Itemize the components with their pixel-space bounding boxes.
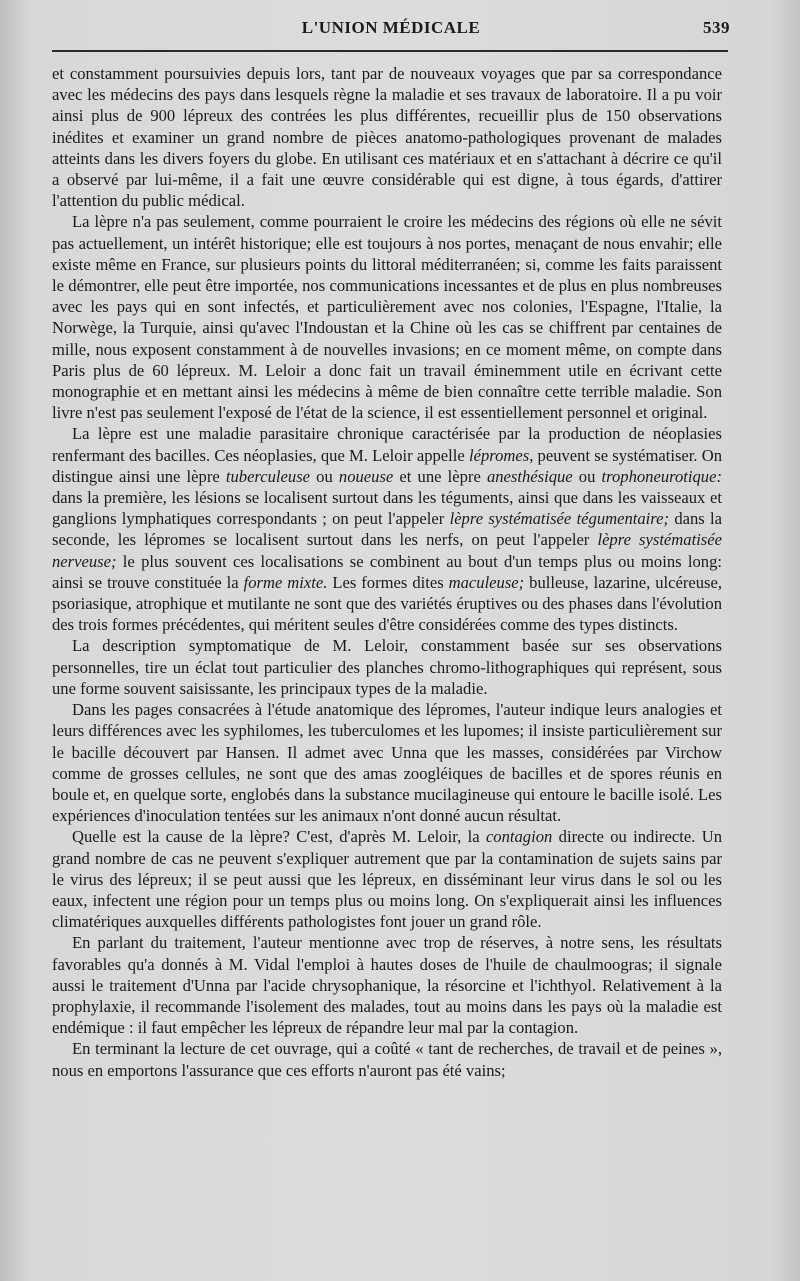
- text-run: , peuvent se systématiser. On distingue ainsi une lèpre: [52, 445, 723, 486]
- text-run: dans la première, les lésions se localisent surtout dans les téguments, ainsi que dans les vaisseaux et ganglions lymphatiques correspondants ; on peut l'appeler: [52, 488, 722, 529]
- italic-term: trophoneurotique:: [601, 466, 722, 486]
- italic-term: lèpre systématisée nerveuse;: [52, 530, 722, 571]
- italic-term: tuberculeuse: [225, 466, 311, 486]
- text-run: Les formes dites: [327, 572, 449, 592]
- text-run: le plus souvent ces localisations se combinent au bout d'un temps plus ou moins long: ainsi se trouve constituée la: [52, 551, 722, 592]
- running-title: L'UNION MÉDICALE: [301, 18, 481, 37]
- text-run: La lèpre est une maladie parasitaire chronique caractérisée par la production de néoplasies renfermant des bacilles. Ces néoplasies, que M. Leloir appelle: [52, 424, 722, 465]
- paragraph: En parlant du traitement, l'auteur mentionne avec trop de réserves, à notre sens, les résultats favorables qu'a donnés à M. Vidal l'emploi à hautes doses de l'huile de chaulmoogras; il signale aussi le traitement d'Unna par l'acide chrysophanique, la résorcine et l'ichthyol. Relativement à la prophylaxie, il recommande l'isolement des malades, tout au moins dans les pays où la maladie est endémique : il faut empêcher les lépreux de répandre leur mal par la contagion.: [52, 933, 722, 1038]
- paragraph: Dans les pages consacrées à l'étude anatomique des lépromes, l'auteur indique leurs analogies et leurs différences avec les syphilomes, les tuberculomes et les lupomes; il insiste particulièrement sur le bacille découvert par Hansen. Il admet avec Unna que les masses, considérées par Virchow comme de grosses cellules, ne sont que des amas zoogléiques de bacilles et de spores réunis en boule et, en quelque sorte, englobés dans la substance mucilagineuse qui entoure le bacille isolé. Les expériences d'inoculation tentées sur les animaux n'ont donné aucun résultat.: [52, 700, 722, 826]
- text-run: bulleuse, lazarine, ulcéreuse, psoriasique, atrophique et mutilante ne sont que des variétés éruptives ou des phases dans l'évolution des trois formes précédentes, qui méritent seules d'être considérées comme des types distincts.: [52, 572, 722, 635]
- italic-term: maculeuse;: [448, 572, 525, 592]
- paragraph: [52, 423, 722, 635]
- running-head: [52, 18, 730, 44]
- italic-term: anesthésique: [486, 466, 573, 486]
- italic-term: lépromes: [468, 445, 530, 465]
- text-run: ou: [310, 466, 339, 486]
- text-run: Quelle est la cause de la lèpre? C'est, d'après M. Leloir, la: [72, 827, 486, 847]
- header-rule: [52, 50, 728, 52]
- paragraph: et constamment poursuivies depuis lors, tant par de nouveaux voyages que par sa correspondance avec les médecins des pays dans lesquels règne la maladie et ses travaux de laboratoire. Il a pu voir ainsi plus de 900 lépreux des contrées les plus différentes, recueillir plus de 150 observations inédites et examiner un grand nombre de pièces anatomo-pathologiques provenant de malades atteints dans les divers foyers du globe. En utilisant ces matériaux et en s'attachant à décrire ce qu'il a observé par lui-même, il a fait une œuvre considérable qui est digne, à tous égards, d'attirer l'attention du public médical.: [52, 64, 722, 211]
- italic-term: lèpre systématisée tégumentaire;: [449, 509, 670, 529]
- body-text: [52, 63, 722, 1081]
- paragraph: [52, 826, 722, 932]
- paragraph: En terminant la lecture de cet ouvrage, qui a coûté « tant de recherches, de travail et de peines », nous en emportons l'assurance que ces efforts n'auront pas été vains;: [52, 1039, 722, 1080]
- page-number: 539: [703, 18, 730, 37]
- italic-term: noueuse: [338, 466, 394, 486]
- italic-term: contagion: [485, 827, 553, 847]
- text-run: directe ou indirecte. Un grand nombre de cas ne peuvent s'expliquer autrement que par la contamination de sujets sains par le virus des lépreux; il se peut aussi que les lépreux, en disséminant leur virus dans le sol ou les eaux, infectent une région pour un temps plus ou moins long. On s'expliquerait ainsi les influences climatériques auxquelles différents pathologistes font jouer un grand rôle.: [52, 827, 722, 932]
- paragraph: La lèpre n'a pas seulement, comme pourraient le croire les médecins des régions où elle ne sévit pas actuellement, un intérêt historique; elle est toujours à nos portes, menaçant de nous envahir; elle existe même en France, sur plusieurs points du littoral méditerranéen; si, comme les faits paraissent le démontrer, elle peut être importée, nos communications incessantes et de plus en plus nombreuses avec les pays qui en sont infectés, et particulièrement avec nos colonies, l'Espagne, l'Italie, la Norwège, la Turquie, ainsi qu'avec l'Indoustan et la Chine où les cas se chiffrent par centaines de mille, nous exposent constamment à de nouvelles invasions; en ce moment même, on compte dans Paris plus de 60 lépreux. M. Leloir a donc fait un travail éminemment utile en écrivant cette monographie et en mettant ainsi les médecins à même de bien connaître cette terrible maladie. Son livre n'est pas seulement l'exposé de l'état de la science, il est essentiellement personnel et original.: [52, 212, 722, 423]
- text-run: et une lèpre: [393, 466, 487, 486]
- text-run: dans la seconde, les lépromes se localisent surtout dans les nerfs, on peut l'appeler: [52, 509, 722, 550]
- paragraph: La description symptomatique de M. Leloir, constamment basée sur ses observations personnelles, tire un éclat tout particulier des planches chromo-lithographiques qui représent, sous une forme souvent saisissante, les principaux types de la maladie.: [52, 636, 722, 698]
- italic-term: forme mixte.: [243, 572, 328, 592]
- text-run: ou: [572, 466, 602, 486]
